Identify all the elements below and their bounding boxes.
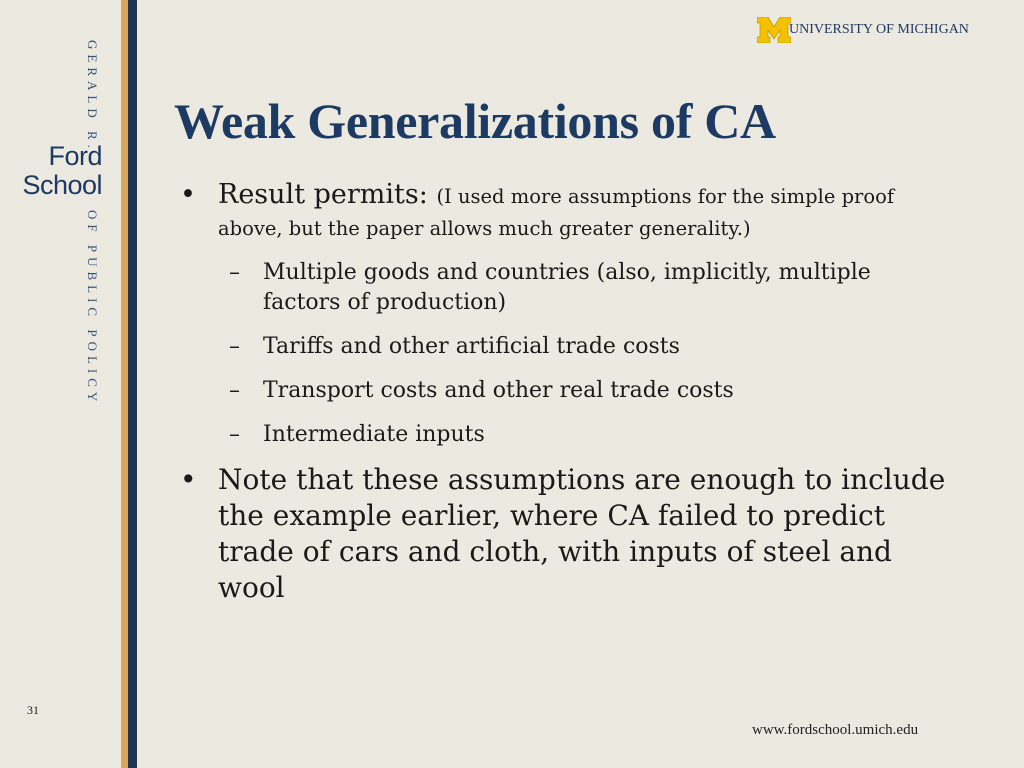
subitem-text: Tariffs and other artificial trade costs [263,334,680,359]
ford-school-logo [14,142,102,200]
bullet-dot: • [180,463,197,496]
subitem-text: Multiple goods and countries (also, implicitly, multiple factors of production) [263,260,871,315]
navy-stripe [128,0,137,768]
bullet-result-permits [180,180,950,244]
sidebar-public-policy-text: OF PUBLIC POLICY [85,210,100,407]
university-logo [757,17,969,43]
sidebar [0,0,121,768]
bullet-lead: Result permits: [218,179,428,210]
school-word: School [22,170,102,200]
dash-mark: – [229,260,240,285]
dash-mark: – [229,378,240,403]
sidebar-gerald-text: GERALD R. [85,40,100,153]
subitem [180,258,950,318]
ford-word: Ford [48,141,102,171]
subitem [180,332,950,362]
dash-mark: – [229,334,240,359]
bullet-dot: • [180,179,196,210]
subitem-text: Intermediate inputs [263,422,485,447]
bullet-text: Note that these assumptions are enough to include the example earlier, where CA failed to predict trade of cars and cloth, with inputs of steel and wool [218,463,946,604]
bullet-note: (I used more assumptions for the simple proof above, but the paper allows much greater generality.) [218,185,895,240]
subitem [180,420,950,450]
subitem-text: Transport costs and other real trade costs [263,378,734,403]
slide-number: 31 [27,703,39,717]
subitem [180,376,950,406]
university-name: UNIVERSITY OF MICHIGAN [789,22,969,37]
block-m-icon [757,17,791,43]
slide-body [180,172,950,606]
dash-mark: – [229,422,240,447]
bullet-note-assumptions [180,462,950,606]
slide-title: Weak Generalizations of CA [174,93,776,149]
gold-stripe [121,0,128,768]
footer-url[interactable]: www.fordschool.umich.edu [752,722,919,738]
